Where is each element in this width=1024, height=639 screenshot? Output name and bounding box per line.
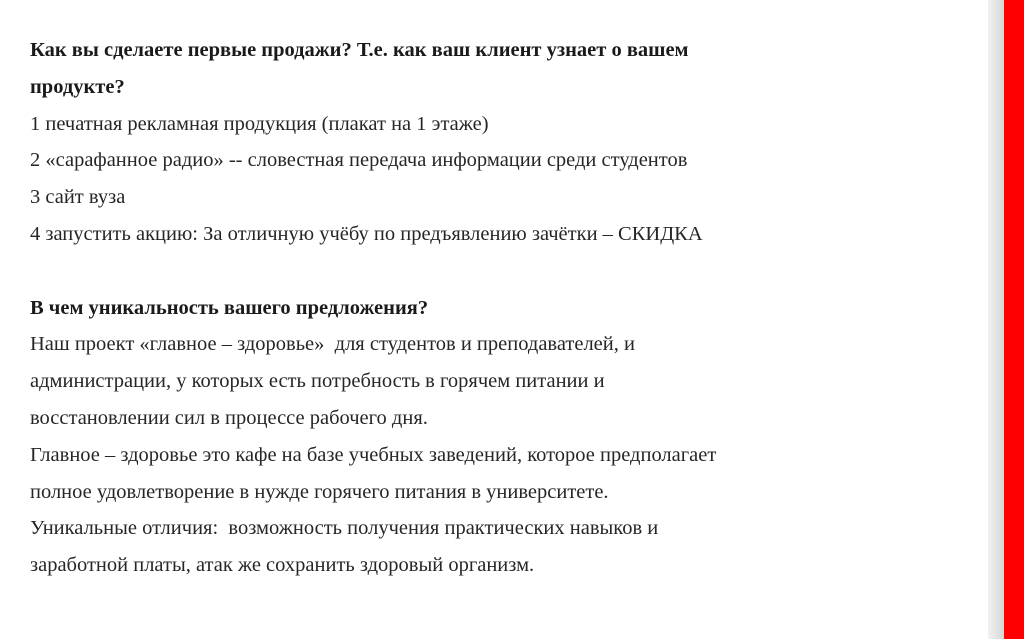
answer-line-2: администрации, у которых есть потребность в горячем питании и [30, 370, 605, 393]
question-uniqueness: В чем уникальность вашего предложения? [30, 296, 429, 319]
answer-line-1: Наш проект «главное – здоровье» для студентов и преподавателей, и [30, 333, 635, 356]
question-sales-line-2: продукте? [30, 75, 125, 98]
slide-text-body [30, 32, 970, 584]
spacer [30, 253, 970, 290]
answer-line-5: полное удовлетворение в нужде горячего питания в университете. [30, 480, 609, 503]
question-sales-line-1: Как вы сделаете первые продажи? Т.е. как ваш клиент узнает о вашем [30, 39, 689, 61]
list-item-print-ads: 1 печатная рекламная продукция (плакат на 1 этаже) [30, 112, 489, 135]
answer-line-6: Уникальные отличия: возможность получения практических навыков и [30, 517, 659, 540]
list-item-university-site: 3 сайт вуза [30, 186, 126, 209]
right-edge-accent-bar [1004, 0, 1024, 639]
answer-line-7: заработной платы, атак же сохранить здоровый организм. [30, 554, 535, 577]
answer-line-3: восстановлении сил в процессе рабочего дня. [30, 406, 428, 429]
answer-line-4: Главное – здоровье это кафе на базе учебных заведений, которое предполагает [30, 443, 717, 466]
list-item-word-of-mouth: 2 «сарафанное радио» -- словестная передача информации среди студентов [30, 149, 688, 172]
right-edge-shadow [988, 0, 1004, 639]
list-item-promotion: 4 запустить акцию: За отличную учёбу по предъявлению зачётки – СКИДКА [30, 222, 703, 245]
